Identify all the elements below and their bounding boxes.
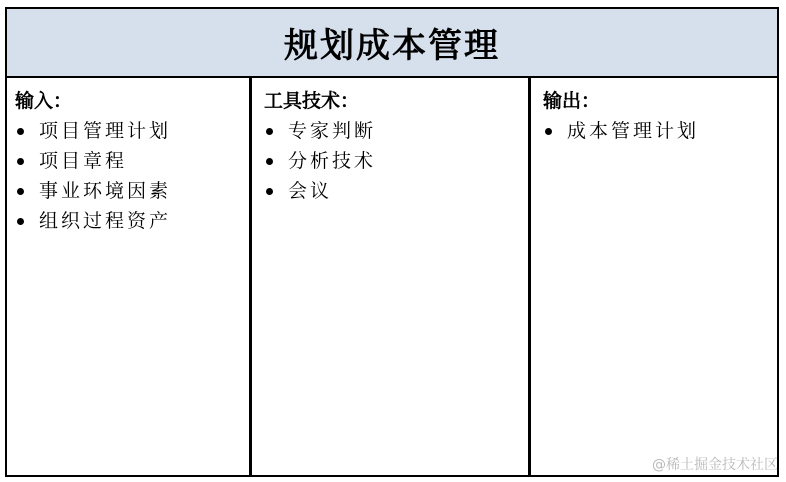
list-item bbox=[264, 146, 528, 176]
inputs-list bbox=[15, 116, 249, 236]
input-item-label: 项目管理计划 bbox=[39, 120, 172, 142]
bullet-icon bbox=[17, 128, 24, 135]
bullet-icon bbox=[266, 158, 273, 165]
input-item-label: 组织过程资产 bbox=[39, 210, 172, 232]
tools-list bbox=[264, 116, 528, 206]
bullet-icon bbox=[17, 218, 24, 225]
process-diagram bbox=[5, 7, 779, 477]
inputs-heading: 输入： bbox=[15, 90, 73, 112]
bullet-icon bbox=[17, 188, 24, 195]
tools-column bbox=[252, 78, 531, 475]
columns-container bbox=[7, 78, 777, 475]
list-item bbox=[15, 206, 249, 236]
outputs-list bbox=[543, 116, 777, 146]
list-item bbox=[15, 176, 249, 206]
tool-item-label: 分析技术 bbox=[288, 150, 377, 172]
tool-item-label: 会议 bbox=[288, 180, 333, 202]
outputs-column bbox=[531, 78, 777, 475]
bullet-icon bbox=[266, 128, 273, 135]
list-item bbox=[264, 116, 528, 146]
watermark: @稀土掘金技术社区 bbox=[652, 457, 778, 473]
bullet-icon bbox=[266, 188, 273, 195]
bullet-icon bbox=[17, 158, 24, 165]
list-item bbox=[15, 146, 249, 176]
title-bar bbox=[7, 9, 777, 78]
output-item-label: 成本管理计划 bbox=[567, 120, 700, 142]
input-item-label: 项目章程 bbox=[39, 150, 128, 172]
diagram-title: 规划成本管理 bbox=[284, 26, 500, 66]
tool-item-label: 专家判断 bbox=[288, 120, 377, 142]
list-item bbox=[543, 116, 777, 146]
input-item-label: 事业环境因素 bbox=[39, 180, 172, 202]
outputs-heading: 输出： bbox=[543, 90, 601, 112]
list-item bbox=[264, 176, 528, 206]
bullet-icon bbox=[545, 128, 552, 135]
tools-heading: 工具技术： bbox=[264, 90, 360, 112]
inputs-column bbox=[7, 78, 252, 475]
list-item bbox=[15, 116, 249, 146]
